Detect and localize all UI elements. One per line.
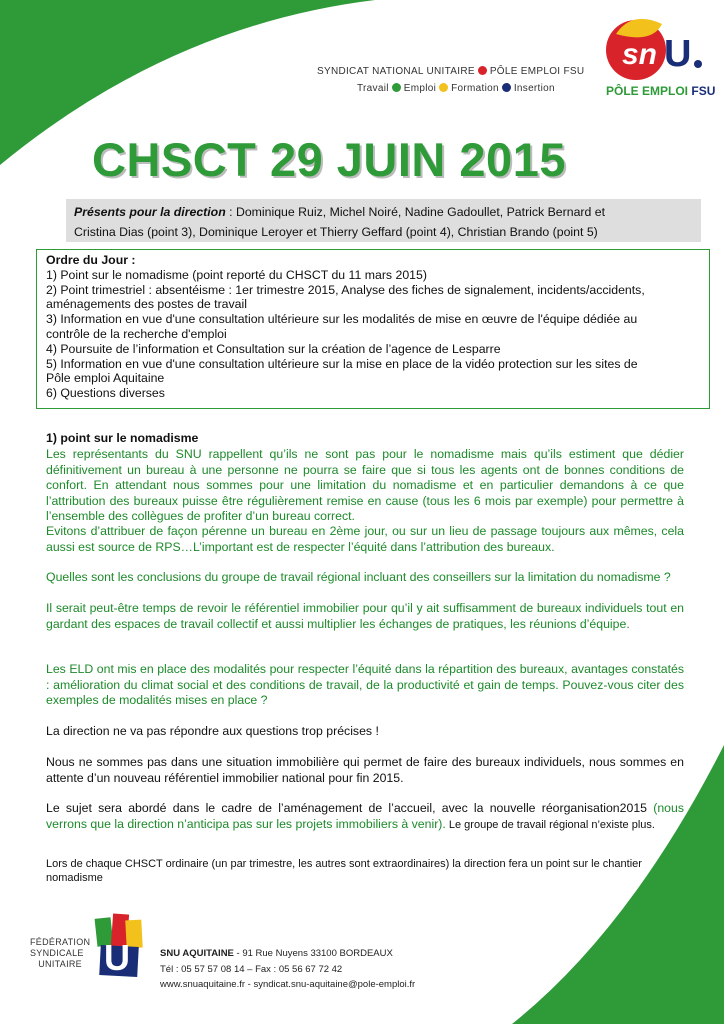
section-heading: 1) point sur le nomadisme (46, 431, 199, 445)
yellow-dot-icon (439, 83, 448, 92)
paragraph-3: Quelles sont les conclusions du groupe de travail régional incluant des conseillers sur la limitation du nomadisme ? (46, 570, 671, 584)
paragraph-5: Les ELD ont mis en place des modalités pour respecter l’équité dans la répartition des bureaux, avantages constatés : amélioration du climat social et des conditions de travail, de la productivité et gain de temps. Pouvez-vous citer des exemples de modalités mises en place ? (46, 662, 684, 707)
pole-emploi-label: PÔLE EMPLOI FSU (606, 84, 716, 98)
org-line: SYNDICAT NATIONAL UNITAIRE PÔLE EMPLOI FSU (317, 66, 585, 77)
ordre-line: Pôle emploi Aquitaine (46, 371, 165, 386)
ordre-line: 5) Information en vue d'une consultation ultérieure sur la mise en place de la vidéo protection sur les sites de (46, 356, 638, 371)
ordre-du-jour-box (36, 249, 710, 409)
navy-dot-icon (502, 83, 511, 92)
page-title: CHSCT 29 JUIN 2015 (92, 133, 566, 186)
ordre-line: 2) Point trimestriel : absentéisme : 1er trimestre 2015, Analyse des fiches de signalement, incidents/accidents, (46, 282, 645, 297)
ordre-line: contrôle de la recherche d'emploi (46, 326, 227, 341)
paragraph-9: Lors de chaque CHSCT ordinaire (un par trimestre, les autres sont extraordinaires) la direction fera un point sur le chantier nomadisme (46, 858, 642, 884)
footer-address: SNU AQUITAINE - 91 Rue Nuyens 33100 BORDEAUX (160, 948, 393, 959)
svg-text:U: U (664, 33, 692, 75)
presents-box: Présents pour la direction : Dominique Ruiz, Michel Noiré, Nadine Gadoullet, Patrick Bernard et Cristina Dias (point 3), Dominique Leroyer et Thierry Geffard (point 4), Christian Brando (point 5) (66, 199, 701, 242)
paragraph-7: Nous ne sommes pas dans une situation immobilière qui permet de faire des bureaux individuels, nous sommes en attente d’un nouveau référentiel immobilier national pour fin 2015. (46, 755, 684, 785)
footer-web[interactable]: www.snuaquitaine.fr - syndicat.snu-aquitaine@pole-emploi.fr (160, 979, 416, 990)
footer-phone: Tél : 05 57 57 08 14 – Fax : 05 56 67 72 42 (160, 964, 343, 975)
paragraph-6: La direction ne va pas répondre aux questions trop précises ! (46, 724, 379, 738)
ordre-line: 3) Information en vue d'une consultation ultérieure sur les modalités de mise en œuvre de l'équipe dédiée au (46, 312, 638, 327)
paragraph-1: Les représentants du SNU rappellent qu’ils ne sont pas pour le nomadisme mais qu’ils estiment que dédier définitivement un bureau à une personne ne pourra se faire que si tous les agents ont de bonnes conditions de confort. En attendant nous sommes pour une limitation du nomadisme et en particulier demandons à ce que l’attribution des bureaux puisse être régulièrement remise en cause (tous les 6 mois par exemple) pour permettre à l’ensemble des collègues de profiter d’un bureau correct. (46, 447, 684, 523)
svg-text:sn: sn (622, 38, 658, 71)
snu-logo (602, 14, 712, 86)
ordre-line: aménagements des postes de travail (46, 297, 247, 312)
fsu-logo (92, 912, 148, 982)
green-dot-icon (392, 83, 401, 92)
fsu-text: FÉDÉRATION SYNDICALE UNITAIRE (30, 937, 91, 969)
ordre-line: 4) Poursuite de l’information et Consultation sur la création de l’agence de Lesparre (46, 341, 501, 356)
ordre-heading: Ordre du Jour : (46, 253, 136, 267)
ordre-line: 1) Point sur le nomadisme (point reporté du CHSCT du 11 mars 2015) (46, 267, 427, 282)
paragraph-2: Evitons d’attribuer de façon pérenne un bureau en 2ème jour, ou sur un lieu de passage toujours aux mêmes, cela aussi est source de RPS…L’important est de respecter l’équité dans l’attribution des bureaux. (46, 524, 684, 554)
svg-text:U: U (104, 937, 130, 978)
paragraph-8: Le sujet sera abordé dans le cadre de l’aménagement de l’accueil, avec la nouvelle réorganisation2015 (nous verrons que la direction n’anticipa pas sur les projets immobiliers à venir). Le groupe de travail régional n’existe plus. (46, 801, 684, 831)
ordre-line: 6) Questions diverses (46, 386, 165, 401)
paragraph-4: Il serait peut-être temps de revoir le référentiel immobilier pour qu’il y ait suffisamment de bureaux individuels tout en gardant des espaces de travail collectif et aussi multiplier les échanges de pratiques, les réunions d’équipe. (46, 601, 684, 631)
red-dot-icon (478, 66, 487, 75)
tag-line: Travail Emploi Formation Insertion (357, 83, 555, 94)
